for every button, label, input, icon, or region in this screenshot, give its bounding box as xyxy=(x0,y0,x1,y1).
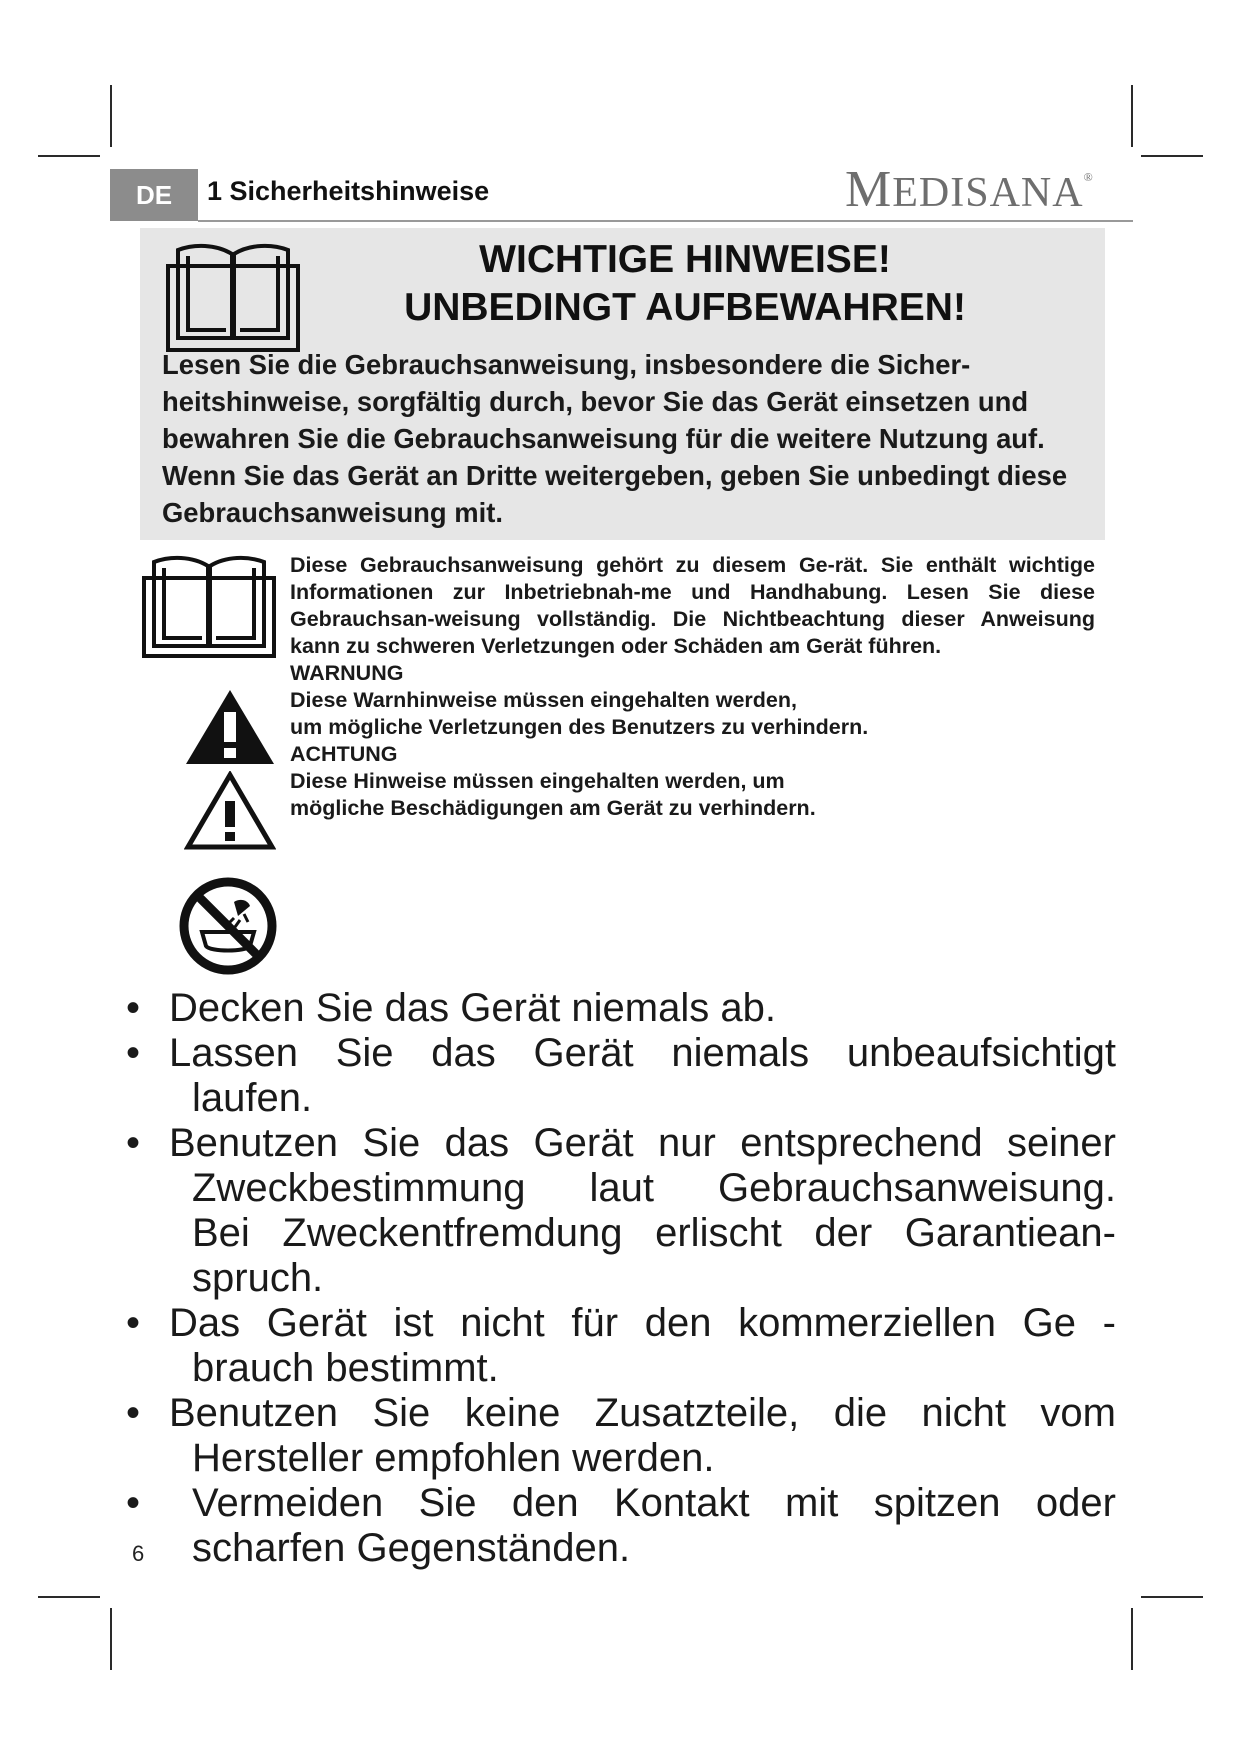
section-title: 1 Sicherheitshinweise xyxy=(207,176,490,206)
list-item: • Lassen Sie das Gerät niemals unbeaufsichtigt laufen. xyxy=(126,1031,1116,1121)
page-number: 6 xyxy=(132,1541,145,1566)
warning-heading: WARNUNG xyxy=(290,661,404,685)
language-label: DE xyxy=(135,179,173,210)
list-item: • Decken Sie das Gerät niemals ab. xyxy=(126,986,1116,1031)
crop-mark xyxy=(38,1596,100,1598)
warning-text-line: um mögliche Verletzungen des Benutzers zu verhindern. xyxy=(290,715,869,739)
open-book-icon xyxy=(164,236,302,354)
important-notice-box xyxy=(140,228,1105,540)
list-item: • Benutzen Sie das Gerät nur entsprechend seiner Zweckbestimmung laut Gebrauchsanweisung. Bei Zweckentfremdung erlischt der Garantiean- spruch. xyxy=(126,1121,1116,1301)
caution-outline-triangle-icon xyxy=(184,771,276,851)
list-item: • Vermeiden Sie den Kontakt mit spitzen oder scharfen Gegenständen. xyxy=(126,1481,1116,1571)
crop-mark xyxy=(38,155,100,157)
caution-text-line: Diese Hinweise müssen eingehalten werden, um xyxy=(290,769,785,793)
list-item: • Benutzen Sie keine Zusatzteile, die nicht vom Hersteller empfohlen werden. xyxy=(126,1391,1116,1481)
symbol-legend xyxy=(290,552,1095,822)
safety-bullet-list xyxy=(126,986,1116,1571)
manual-explanation: Diese Gebrauchsanweisung gehört zu diesem Ge-rät. Sie enthält wichtige Informationen zur Inbetriebnah-me und Handhabung. Lesen Sie diese Gebrauchsan-weisung vollständig. Die Nichtbeachtung dieser Anweisung kann zu schweren Verletzungen oder Schäden am Gerät führen. xyxy=(290,553,1095,658)
crop-mark xyxy=(1141,155,1203,157)
crop-mark xyxy=(1131,1608,1133,1670)
brand-logo: MEDISANA® xyxy=(845,161,1094,218)
warning-filled-triangle-icon xyxy=(184,688,276,766)
header-divider xyxy=(198,220,1133,222)
crop-mark xyxy=(110,1608,112,1670)
crop-mark xyxy=(1131,85,1133,147)
warning-text-line: Diese Warnhinweise müssen eingehalten werden, xyxy=(290,688,797,712)
crop-mark xyxy=(1141,1596,1203,1598)
list-item: • Das Gerät ist nicht für den kommerziellen Ge - brauch bestimmt. xyxy=(126,1301,1116,1391)
notice-text: Lesen Sie die Gebrauchsanweisung, insbesondere die Sicher-heitshinweise, sorgfältig durch, bevor Sie das Gerät einsetzen und bewahren Sie die Gebrauchsanweisung für die weitere Nutzung auf. Wenn Sie das Gerät an Dritte weitergeben, geben Sie unbedingt diese Gebrauchsanweisung mit. xyxy=(162,349,1068,528)
crop-mark xyxy=(110,85,112,147)
language-tab xyxy=(110,169,198,221)
caution-heading: ACHTUNG xyxy=(290,742,398,766)
caution-text-line: mögliche Beschädigungen am Gerät zu verhindern. xyxy=(290,796,816,820)
no-shower-bath-icon xyxy=(178,876,278,976)
open-book-icon xyxy=(140,550,278,660)
notice-title: WICHTIGE HINWEISE! UNBEDINGT AUFBEWAHREN! xyxy=(404,238,966,329)
